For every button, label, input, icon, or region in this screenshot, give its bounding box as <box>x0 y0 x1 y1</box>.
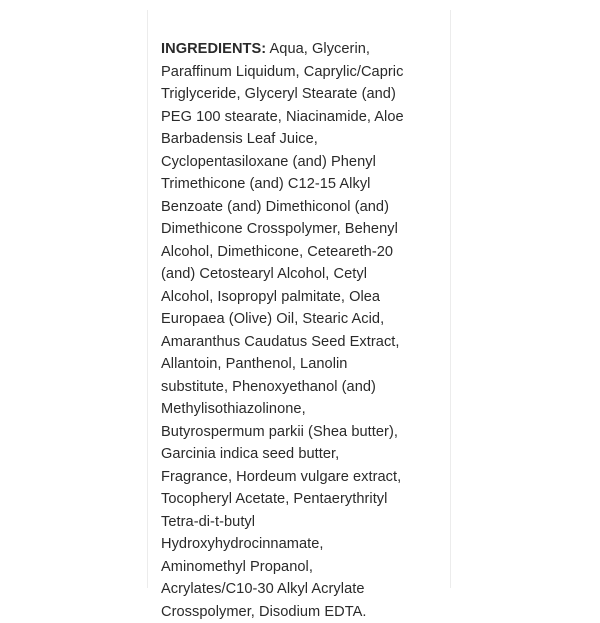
ingredients-line: Europaea (Olive) Oil, Stearic Acid, <box>161 308 451 331</box>
ingredients-line-1 <box>161 38 451 61</box>
ingredients-line: Benzoate (and) Dimethiconol (and) <box>161 196 451 219</box>
ingredients-line: PEG 100 stearate, Niacinamide, Aloe <box>161 106 451 129</box>
ingredients-line: Fragrance, Hordeum vulgare extract, <box>161 466 451 489</box>
ingredients-line: Barbadensis Leaf Juice, <box>161 128 451 151</box>
ingredients-line: Hydroxyhydrocinnamate, <box>161 533 451 556</box>
ingredients-heading: INGREDIENTS: <box>161 41 266 57</box>
ingredients-line: Tetra-di-t-butyl <box>161 511 451 534</box>
ingredients-line: Butyrospermum parkii (Shea butter), <box>161 421 451 444</box>
ingredients-line: Allantoin, Panthenol, Lanolin <box>161 353 451 376</box>
ingredients-text <box>161 38 451 623</box>
ingredients-line: Alcohol, Isopropyl palmitate, Olea <box>161 286 451 309</box>
ingredients-line: Triglyceride, Glyceryl Stearate (and) <box>161 83 451 106</box>
ingredients-line: Cyclopentasiloxane (and) Phenyl <box>161 151 451 174</box>
ingredients-line: Tocopheryl Acetate, Pentaerythrityl <box>161 488 451 511</box>
ingredients-line: Acrylates/C10-30 Alkyl Acrylate <box>161 578 451 601</box>
ingredients-line: Paraffinum Liquidum, Caprylic/Capric <box>161 61 451 84</box>
ingredients-line: substitute, Phenoxyethanol (and) <box>161 376 451 399</box>
ingredients-line: Garcinia indica seed butter, <box>161 443 451 466</box>
ingredients-line: Methylisothiazolinone, <box>161 398 451 421</box>
ingredients-line: Dimethicone Crosspolymer, Behenyl <box>161 218 451 241</box>
ingredients-first-line: Aqua, Glycerin, <box>266 41 370 57</box>
ingredients-line: Amaranthus Caudatus Seed Extract, <box>161 331 451 354</box>
ingredients-line: Alcohol, Dimethicone, Ceteareth-20 <box>161 241 451 264</box>
ingredients-line: Trimethicone (and) C12-15 Alkyl <box>161 173 451 196</box>
ingredients-line: (and) Cetostearyl Alcohol, Cetyl <box>161 263 451 286</box>
ingredients-line: Aminomethyl Propanol, <box>161 556 451 579</box>
ingredients-line: Crosspolymer, Disodium EDTA. <box>161 601 451 623</box>
